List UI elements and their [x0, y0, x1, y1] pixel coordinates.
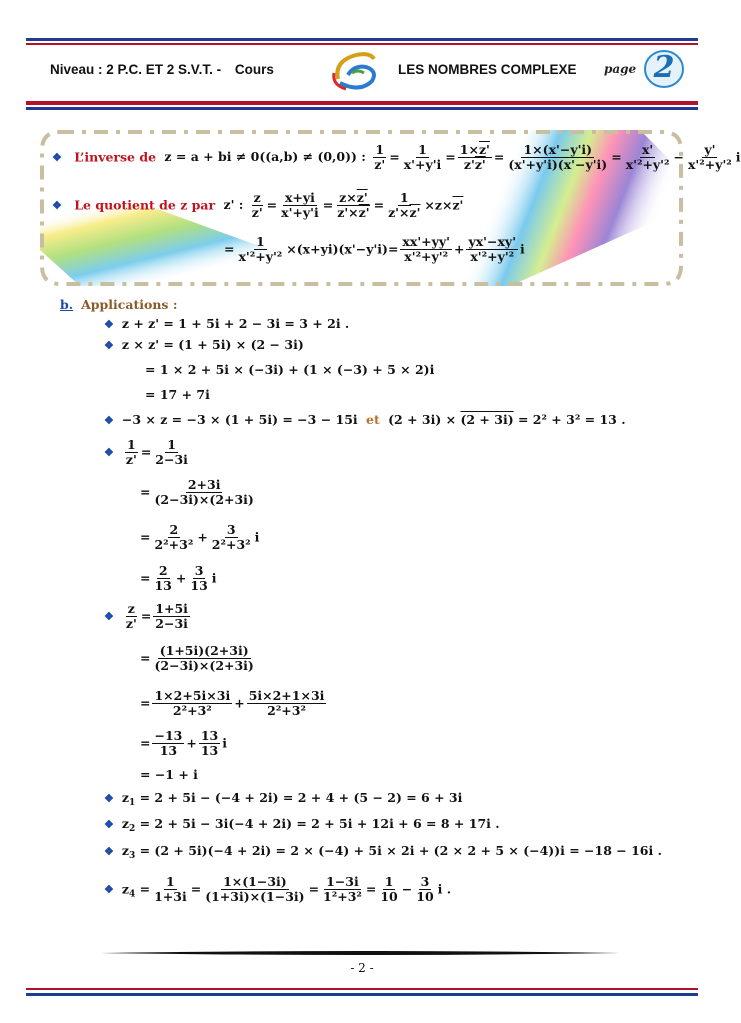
diamond-bullet-icon: ❖ — [104, 610, 114, 624]
app-z1: ❖ $z_1 = 2 + 5i - (-4 + 2i) = 2 + 4 + (5 - 2) = 6 + 3i$ — [104, 790, 463, 808]
header-separator-blue — [26, 107, 698, 110]
quotient-formula-2: = $\frac{1}{\text{x'²+y'²}}$ ×(x+yi)(x'−y'i)= $\frac{xx'+yy'}{\text{x'²+y'²}}$ + $\frac{yx'-xy'}{\text{x'²+y'²}}$ i — [224, 234, 525, 265]
header-logo-icon — [330, 49, 380, 93]
app-line-sum: ❖ z + z' = 1 + 5i + 2 − 3i = 3 + 2i . — [104, 316, 350, 331]
app-quotient-4: = $\frac{-13}{13}$ + $\frac{13}{13}$ i — [140, 728, 227, 759]
diamond-bullet-icon: ❖ — [104, 792, 114, 805]
section-letter: b. — [60, 297, 74, 312]
footer-page-number: - 2 - — [350, 961, 374, 975]
app-line-product: ❖ z × z' = (1 + 5i) × (2 − 3i) — [104, 337, 304, 352]
diamond-bullet-icon: ❖ — [104, 883, 114, 897]
page-word: page — [604, 62, 637, 76]
app-z4: ❖ $z_4$ = $\frac{1}{1+3i}$ = $\frac{1\times(1-3i)}{(1+3i)\times(1-3i)}$ = $\frac{1-3i}{\text{1²+3²}}$ = $\frac{1}{10}$ − $\frac{3}{10}$ i . — [104, 874, 452, 905]
app-inverse-1: ❖ $\frac{1}{z'}$ = $\frac{1}{2-3i}$ — [104, 437, 188, 468]
app-quotient-2: = $\frac{(1+5i)(2+3i)}{(2-3i)\times(2+3i)}$ — [140, 643, 254, 674]
app-line-product-3: = 17 + 7i — [145, 387, 210, 402]
frac-1-over-zp: $\frac{1}{z'}$ — [374, 142, 386, 173]
page-number-badge: 2 — [653, 50, 675, 85]
top-border-red — [26, 43, 698, 45]
quotient-label: Le quotient de z par — [74, 197, 216, 213]
app-z2: ❖ $z_2 = 2 + 5i - 3i(-4 + 2i) = 2 + 5i + 12i + 6 = 8 + 17i$ . — [104, 816, 500, 834]
app-inverse-4: = $\frac{2}{13}$ + $\frac{3}{13}$ i — [140, 563, 217, 594]
diamond-bullet-icon: ❖ — [52, 151, 62, 165]
level-text: Niveau : 2 P.C. ET 2 S.V.T. - — [50, 62, 222, 77]
app-inverse-3: = $\frac{2}{\text{2²+3²}}$ + $\frac{3}{\text{2²+3²}}$ i — [140, 522, 260, 553]
diamond-bullet-icon: ❖ — [104, 414, 114, 427]
bottom-border-blue — [26, 993, 698, 996]
inverse-condition: z = a + bi ≠ 0((a,b) ≠ (0,0)) : — [164, 149, 366, 165]
app-inverse-2: = $\frac{2+3i}{(2-3i)\times(2+3i)}$ — [140, 477, 254, 508]
diamond-bullet-icon: ❖ — [104, 818, 114, 831]
course-text: Cours — [234, 62, 274, 77]
inverse-formula: ❖ L’inverse de z = a + bi ≠ 0((a,b) ≠ (0,0)) : $\frac{1}{z'}$ = $\frac{1}{x'+y'i}$ = $\frac{1\times z'}{z'z'}$ = $\frac{1\times(x'-y'i)}{(x'+y'i)(x'-y'i)}$ = $\frac{x'}{\text{x'²+y'²}}$ − $\frac{y'}{\text{x'²+y'²}}$ i — [52, 142, 741, 173]
applications-title: Applications : — [81, 297, 178, 312]
header-title: LES NOMBRES COMPLEXE — [398, 62, 577, 77]
app-quotient-5: = −1 + i — [140, 767, 198, 782]
diamond-bullet-icon: ❖ — [104, 845, 114, 858]
diamond-bullet-icon: ❖ — [104, 446, 114, 460]
app-line-scalar: ❖ −3 × z = −3 × (1 + 5i) = −3 − 15i et (2 + 3i) × (2 + 3i) = 2² + 3² = 13 . — [104, 412, 626, 427]
quotient-var: z' : — [223, 197, 244, 213]
app-quotient-3: = $\frac{1\times 2+5i\times 3i}{\text{2²+3²}}$ + $\frac{5i\times 2+1\times 3i}{\text{2²+3²}}$ — [140, 688, 325, 719]
applications-heading — [60, 297, 177, 312]
app-line-product-2: = 1 × 2 + 5i × (−3i) + (1 × (−3) + 5 × 2)i — [145, 362, 435, 377]
header-separator-red — [26, 101, 698, 105]
diamond-bullet-icon: ❖ — [52, 199, 62, 213]
top-border-blue — [26, 38, 698, 41]
footer-divider-icon — [100, 950, 620, 956]
quotient-formula: ❖ Le quotient de z par z' : $\frac{z}{z'}$ = $\frac{x+yi}{x'+y'i}$ = $\frac{z\times z'}{z'\times z'}$ = $\frac{1}{z'\times z'}$ ×z×z' — [52, 190, 464, 221]
diamond-bullet-icon: ❖ — [104, 318, 114, 331]
bottom-border-red — [26, 988, 698, 990]
app-quotient-1: ❖ $\frac{z}{z'}$ = $\frac{1+5i}{2-3i}$ — [104, 601, 188, 632]
app-z3: ❖ $z_3 = (2 + 5i)(-4 + 2i) = 2 \times (-4) + 5i \times 2i + (2 \times 2 + 5 \times (-4))i = -18 - 16i$ . — [104, 843, 662, 861]
diamond-bullet-icon: ❖ — [104, 339, 114, 352]
inverse-label: L’inverse de — [74, 149, 157, 165]
header-level — [50, 62, 274, 77]
